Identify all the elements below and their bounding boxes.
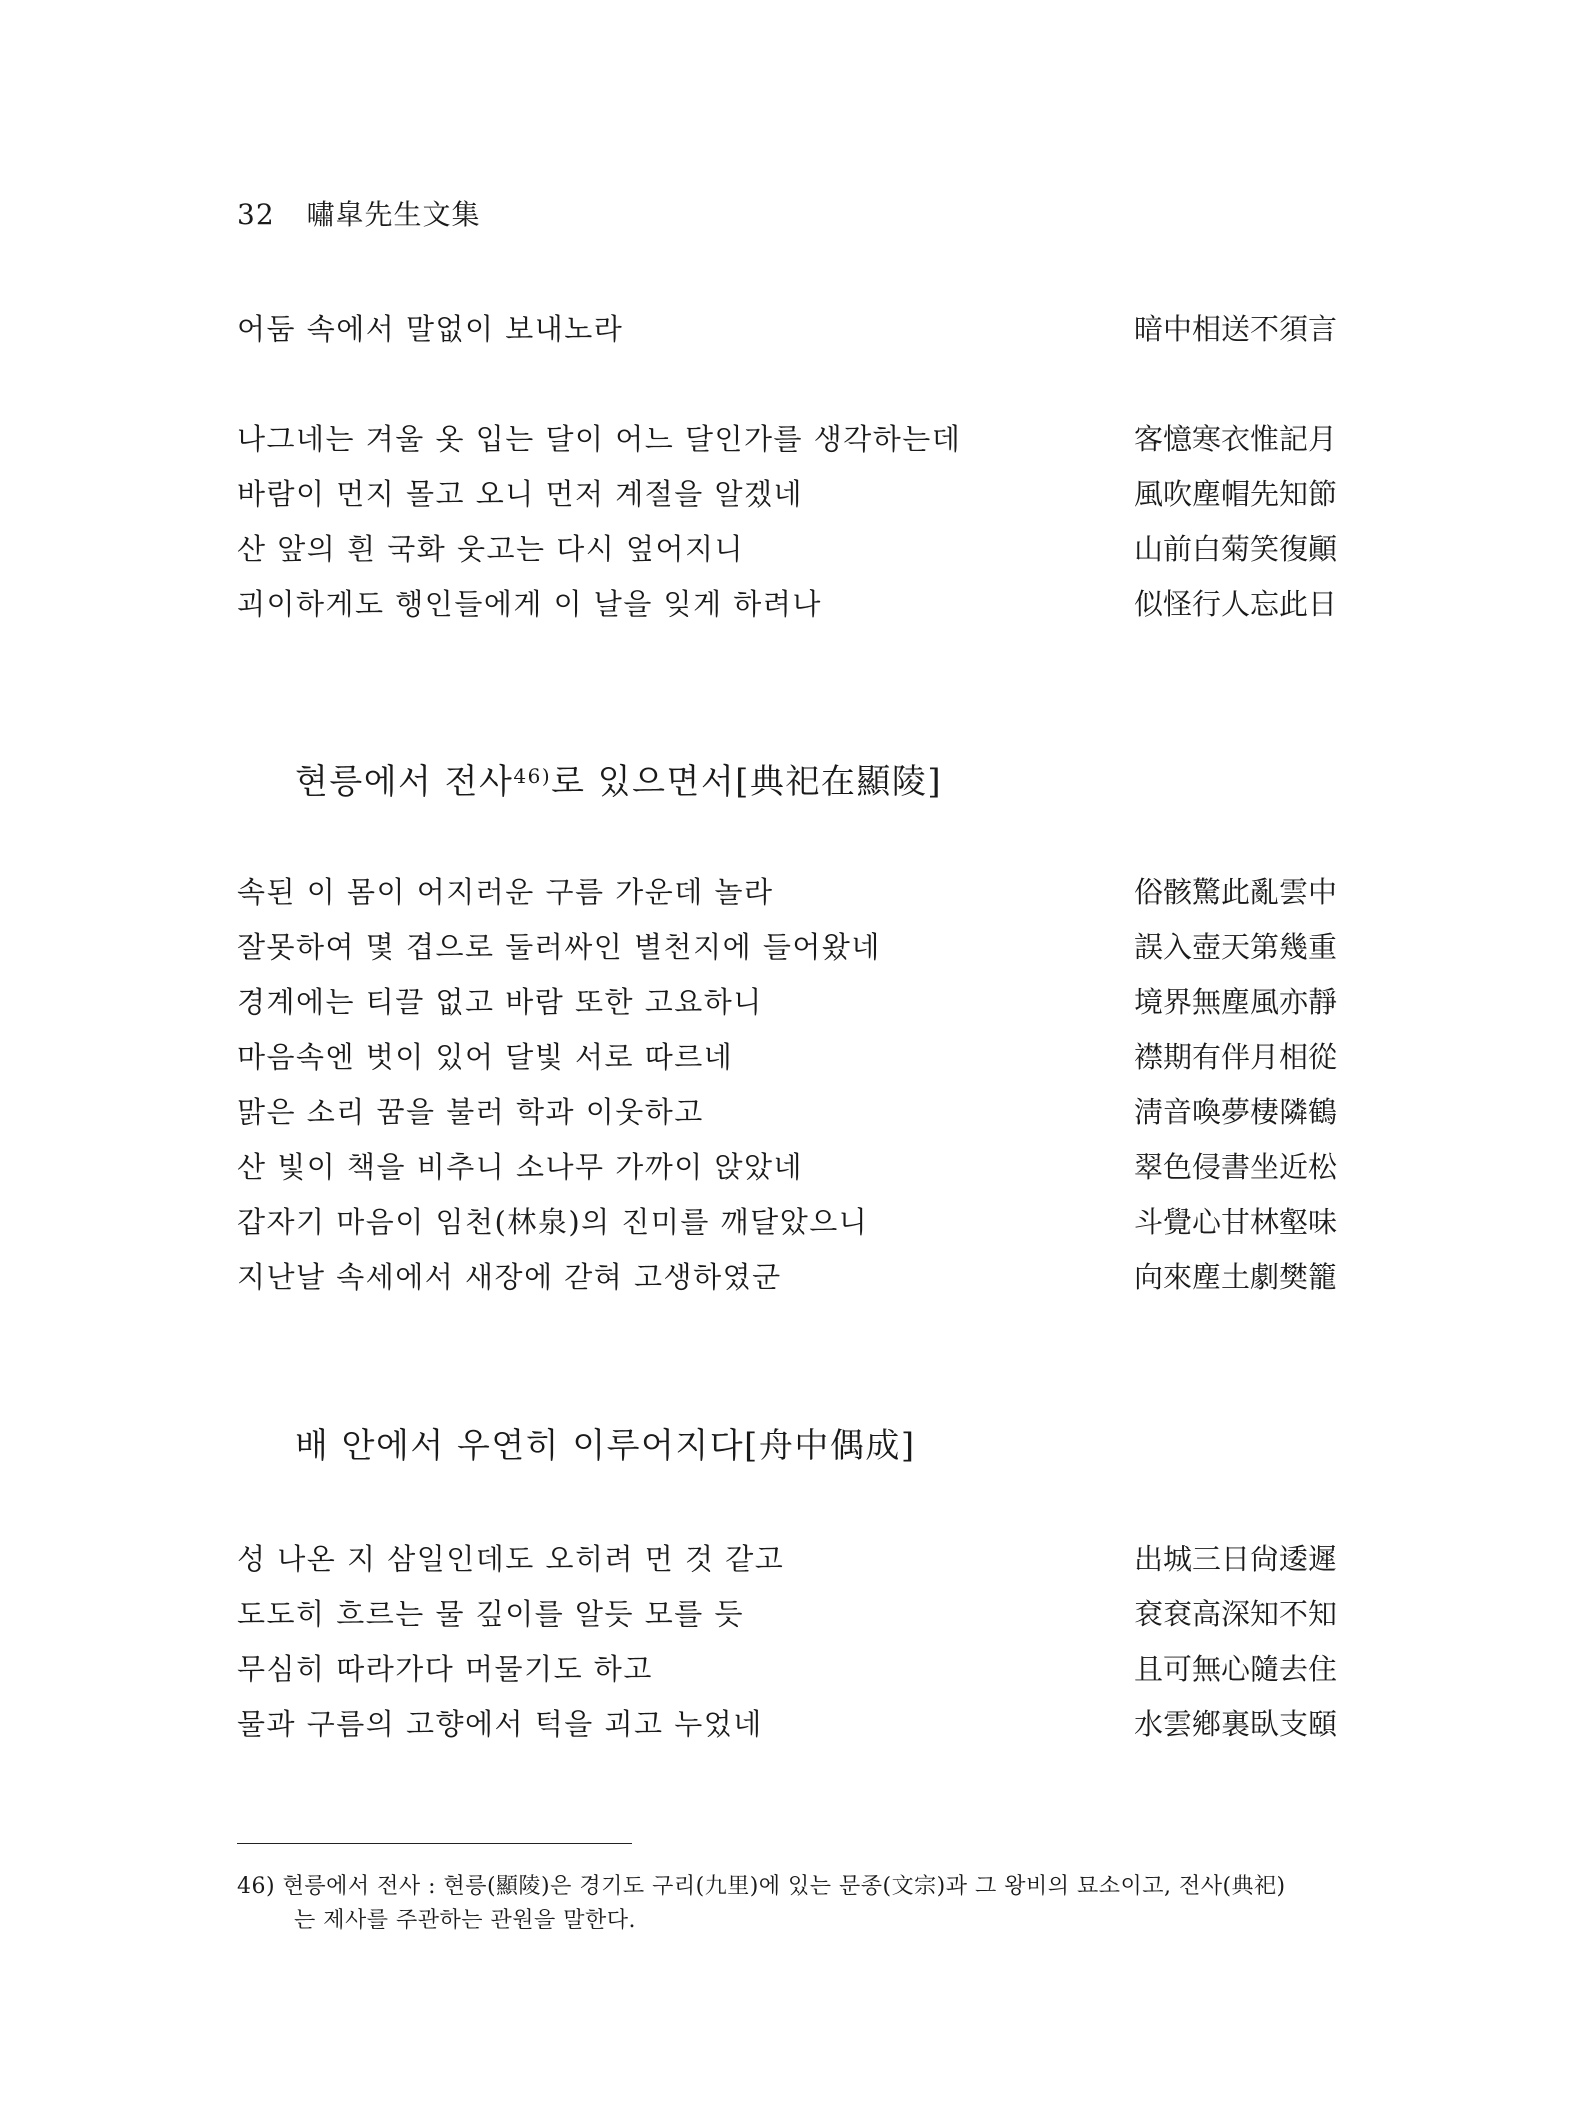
verse-line (237, 1035, 1337, 1090)
book-title: 嘯皐先生文集 (306, 198, 481, 231)
hanja-verse: 山前白菊笑復顚 (1133, 532, 1337, 566)
poem-title-text: 배 안에서 우연히 이루어지다[舟中偶成] (295, 1426, 916, 1466)
hanja-verse: 似怪行人忘此日 (1133, 587, 1337, 621)
verse-block-poem2 (237, 870, 1337, 1310)
verse-line (237, 870, 1337, 925)
verse-line (237, 417, 1337, 472)
verse-line (237, 1145, 1337, 1200)
hanja-verse: 暗中相送不須言 (1133, 312, 1337, 346)
korean-verse: 물과 구름의 고향에서 턱을 괴고 누었네 (237, 1707, 763, 1741)
verse-line (237, 527, 1337, 582)
korean-verse: 나그네는 겨울 옷 입는 달이 어느 달인가를 생각하는데 (237, 422, 962, 456)
verse-line (237, 582, 1337, 637)
verse-block-poem3 (237, 1537, 1337, 1757)
verse-line (237, 925, 1337, 980)
korean-verse: 어둠 속에서 말없이 보내노라 (237, 312, 624, 346)
verse-block-stanza (237, 417, 1337, 637)
hanja-verse: 出城三日尙逶遲 (1133, 1542, 1337, 1576)
korean-verse: 성 나온 지 삼일인데도 오히려 먼 것 같고 (237, 1542, 785, 1576)
running-header (237, 193, 481, 233)
hanja-verse: 境界無塵風亦靜 (1133, 985, 1337, 1019)
korean-verse: 산 빛이 책을 비추니 소나무 가까이 앉았네 (237, 1150, 804, 1184)
korean-verse: 무심히 따라가다 머물기도 하고 (237, 1652, 653, 1686)
hanja-verse: 襟期有伴月相從 (1133, 1040, 1337, 1074)
poem-title (295, 1418, 916, 1467)
footnote-reference[interactable]: 46) (513, 764, 552, 788)
footnote-text: 46) 현릉에서 전사 : 현릉(顯陵)은 경기도 구리(九里)에 있는 문종(文宗)과 그 왕비의 묘소이고, 전사(典祀) (237, 1874, 1286, 1899)
hanja-verse: 客憶寒衣惟記月 (1133, 422, 1337, 456)
verse-line (237, 1255, 1337, 1310)
korean-verse: 맑은 소리 꿈을 불러 학과 이웃하고 (237, 1095, 704, 1129)
korean-verse: 속된 이 몸이 어지러운 구름 가운데 놀라 (237, 875, 774, 909)
korean-verse: 산 앞의 흰 국화 웃고는 다시 엎어지니 (237, 532, 745, 566)
poem-title (295, 754, 942, 803)
verse-line (237, 307, 1337, 362)
verse-line (237, 1090, 1337, 1145)
verse-line (237, 1647, 1337, 1702)
page-number: 32 (237, 198, 275, 231)
korean-verse: 바람이 먼지 몰고 오니 먼저 계절을 알겠네 (237, 477, 804, 511)
hanja-verse: 且可無心隨去住 (1133, 1652, 1337, 1686)
hanja-verse: 翠色侵書坐近松 (1133, 1150, 1337, 1184)
korean-verse: 지난날 속세에서 새장에 갇혀 고생하였군 (237, 1260, 782, 1294)
verse-line (237, 472, 1337, 527)
hanja-verse: 袞袞高深知不知 (1133, 1597, 1337, 1631)
verse-line (237, 1702, 1337, 1757)
verse-block-continuation (237, 307, 1337, 362)
hanja-verse: 向來塵土劇樊籠 (1133, 1260, 1337, 1294)
korean-verse: 잘못하여 몇 겹으로 둘러싸인 별천지에 들어왔네 (237, 930, 881, 964)
verse-line (237, 980, 1337, 1035)
footnote-text: 는 제사를 주관하는 관원을 말한다. (294, 1908, 636, 1933)
hanja-verse: 誤入壺天第幾重 (1133, 930, 1337, 964)
hanja-verse: 斗覺心甘林壑味 (1133, 1205, 1337, 1239)
korean-verse: 괴이하게도 행인들에게 이 날을 잊게 하려나 (237, 587, 822, 621)
korean-verse: 마음속엔 벗이 있어 달빛 서로 따르네 (237, 1040, 734, 1074)
verse-line (237, 1537, 1337, 1592)
poem-title-text: 로 있으면서[典祀在顯陵] (551, 762, 943, 802)
korean-verse: 갑자기 마음이 임천(林泉)의 진미를 깨달았으니 (237, 1205, 869, 1239)
korean-verse: 도도히 흐르는 물 깊이를 알듯 모를 듯 (237, 1597, 745, 1631)
hanja-verse: 水雲鄕裏臥支頤 (1133, 1707, 1337, 1741)
poem-title-text: 현릉에서 전사 (295, 762, 514, 802)
hanja-verse: 風吹塵帽先知節 (1133, 477, 1337, 511)
verse-line (237, 1200, 1337, 1255)
hanja-verse: 淸音喚夢棲隣鶴 (1133, 1095, 1337, 1129)
verse-line (237, 1592, 1337, 1647)
footnote-divider (237, 1843, 632, 1844)
footnote (237, 1870, 1337, 1938)
korean-verse: 경계에는 티끌 없고 바람 또한 고요하니 (237, 985, 763, 1019)
hanja-verse: 俗骸驚此亂雲中 (1133, 875, 1337, 909)
